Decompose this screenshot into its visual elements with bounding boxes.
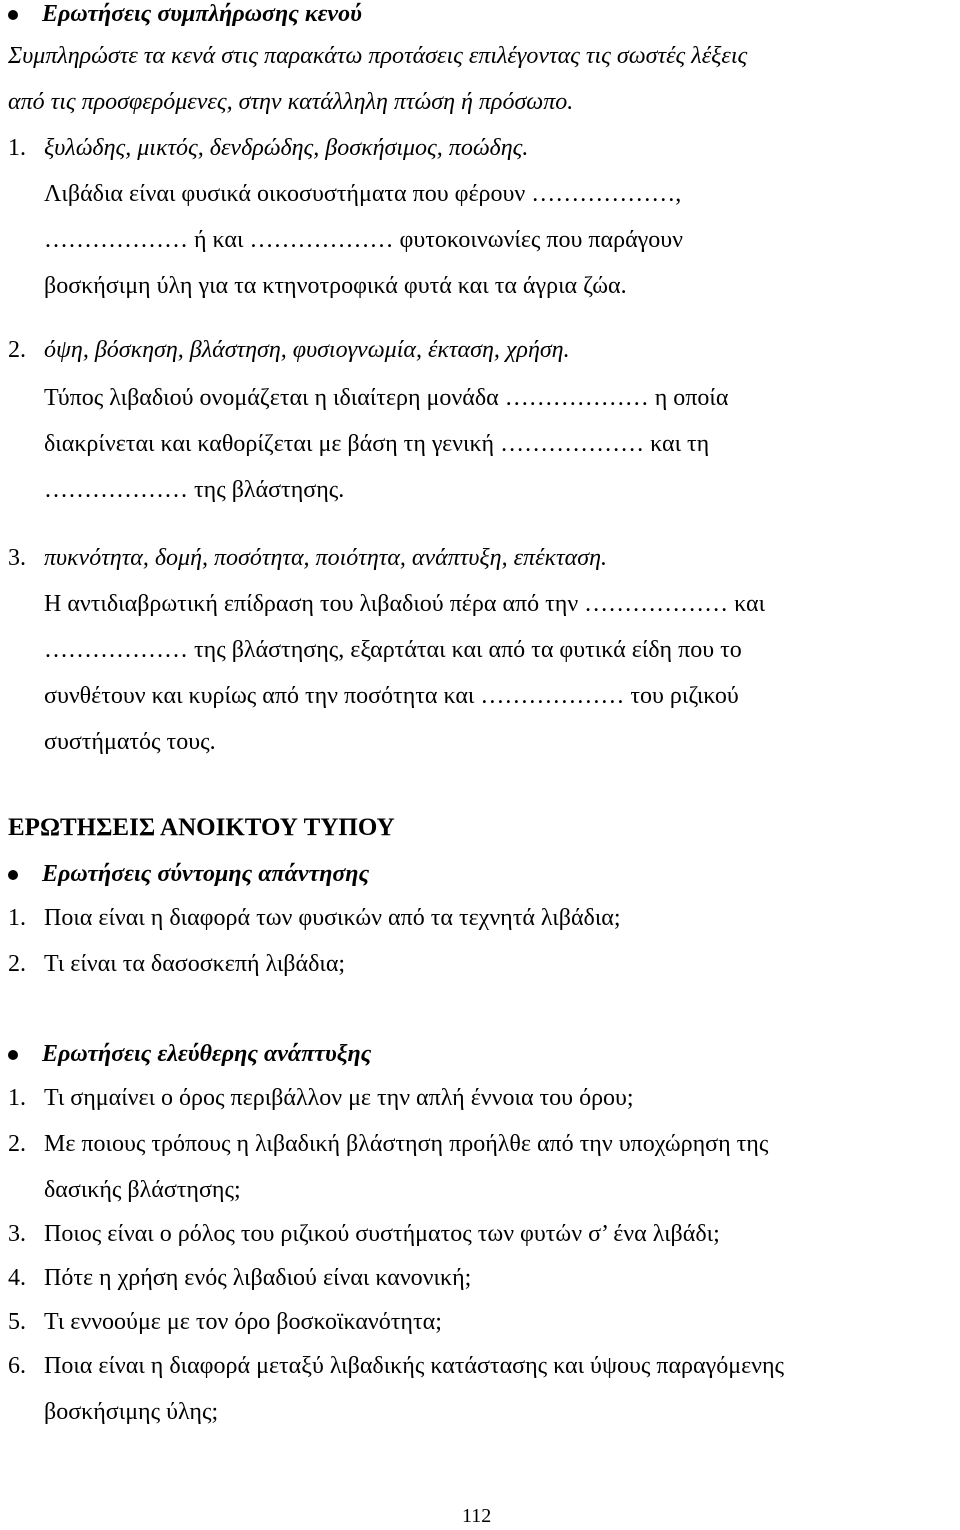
item-1-text-line: Λιβάδια είναι φυσικά οικοσυστήματα που φέρουν ………………, bbox=[44, 181, 682, 207]
question-item bbox=[8, 1308, 442, 1336]
question-text: Ποια είναι η διαφορά μεταξύ λιβαδικής κατάστασης και ύψους παραγόμενης bbox=[44, 1353, 785, 1379]
question-number: 5. bbox=[8, 1309, 26, 1335]
item-number: 2. bbox=[8, 337, 26, 363]
item-2-text-line: Τύπος λιβαδιού ονομάζεται η ιδιαίτερη μονάδα ……………… η οποία bbox=[44, 385, 729, 411]
section-title-fill-blanks: Ερωτήσεις συμπλήρωσης κενού bbox=[42, 1, 362, 27]
question-item bbox=[8, 950, 345, 978]
item-2-text-line: ……………… της βλάστησης. bbox=[44, 477, 345, 503]
question-text-continued: βοσκήσιμης ύλης; bbox=[44, 1399, 219, 1425]
question-item bbox=[8, 1130, 768, 1158]
item-2-text-line: διακρίνεται και καθορίζεται με βάση τη γενική ……………… και τη bbox=[44, 431, 710, 457]
question-number: 1. bbox=[8, 905, 26, 931]
item-1-text-line: βοσκήσιμη ύλη για τα κτηνοτροφικά φυτά και τα άγρια ζώα. bbox=[44, 273, 627, 299]
word-list: όψη, βόσκηση, βλάστηση, φυσιογνωμία, έκταση, χρήση. bbox=[44, 337, 570, 363]
bullet-icon bbox=[8, 870, 18, 880]
item-3-text-line: συστήματός τους. bbox=[44, 729, 216, 755]
question-text-continued: δασικής βλάστησης; bbox=[44, 1177, 241, 1203]
bullet-icon bbox=[8, 10, 18, 20]
word-list: πυκνότητα, δομή, ποσότητα, ποιότητα, ανάπτυξη, επέκταση. bbox=[44, 545, 607, 571]
instruction-line: από τις προσφερόμενες, στην κατάλληλη πτώση ή πρόσωπο. bbox=[8, 89, 574, 115]
subsection-title-free-development: Ερωτήσεις ελεύθερης ανάπτυξης bbox=[42, 1041, 372, 1067]
question-text: Ποιος είναι ο ρόλος του ριζικού συστήματος των φυτών σ’ ένα λιβάδι; bbox=[44, 1221, 720, 1247]
question-text: Πότε η χρήση ενός λιβαδιού είναι κανονική; bbox=[44, 1265, 472, 1291]
bullet-icon bbox=[8, 1050, 18, 1060]
question-number: 6. bbox=[8, 1353, 26, 1379]
question-item bbox=[8, 1352, 784, 1380]
page-number: 112 bbox=[462, 1505, 492, 1527]
item-3-words bbox=[8, 544, 607, 572]
question-number: 2. bbox=[8, 951, 26, 977]
question-number: 4. bbox=[8, 1265, 26, 1291]
section-heading-open-questions: ΕΡΩΤΗΣΕΙΣ ΑΝΟΙΚΤΟΥ ΤΥΠΟΥ bbox=[8, 814, 395, 841]
question-text: Με ποιους τρόπους η λιβαδική βλάστηση προήλθε από την υποχώρηση της bbox=[44, 1131, 769, 1157]
item-3-text-line: συνθέτουν και κυρίως από την ποσότητα και ……………… του ριζικού bbox=[44, 683, 739, 709]
question-text: Ποια είναι η διαφορά των φυσικών από τα τεχνητά λιβάδια; bbox=[44, 905, 621, 931]
subsection-title-short-answer: Ερωτήσεις σύντομης απάντησης bbox=[42, 861, 370, 887]
question-item bbox=[8, 904, 621, 932]
question-number: 3. bbox=[8, 1221, 26, 1247]
question-text: Τι είναι τα δασοσκεπή λιβάδια; bbox=[44, 951, 346, 977]
item-number: 3. bbox=[8, 545, 26, 571]
item-1-text-line: ……………… ή και ……………… φυτοκοινωνίες που παράγουν bbox=[44, 227, 683, 253]
item-2-words bbox=[8, 336, 570, 364]
question-item bbox=[8, 1220, 720, 1248]
instruction-line: Συμπληρώστε τα κενά στις παρακάτω προτάσεις επιλέγοντας τις σωστές λέξεις bbox=[8, 43, 748, 69]
item-3-text-line: Η αντιδιαβρωτική επίδραση του λιβαδιού πέρα από την ……………… και bbox=[44, 591, 766, 617]
question-item bbox=[8, 1084, 634, 1112]
word-list: ξυλώδης, μικτός, δενδρώδης, βοσκήσιμος, ποώδης. bbox=[44, 135, 529, 161]
question-number: 2. bbox=[8, 1131, 26, 1157]
question-text: Τι εννοούμε με τον όρο βοσκοϊκανότητα; bbox=[44, 1309, 442, 1335]
item-3-text-line: ……………… της βλάστησης, εξαρτάται και από τα φυτικά είδη που το bbox=[44, 637, 742, 663]
item-number: 1. bbox=[8, 135, 26, 161]
question-text: Τι σημαίνει ο όρος περιβάλλον με την απλή έννοια του όρου; bbox=[44, 1085, 634, 1111]
question-number: 1. bbox=[8, 1085, 26, 1111]
item-1-words bbox=[8, 134, 528, 162]
question-item bbox=[8, 1264, 471, 1292]
